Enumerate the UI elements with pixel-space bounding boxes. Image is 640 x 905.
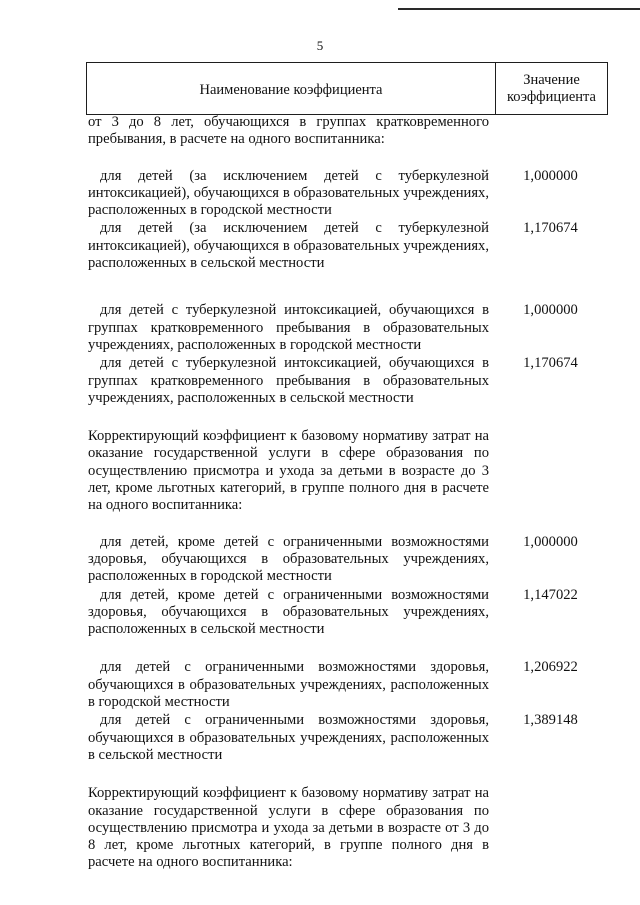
table-row	[88, 168, 608, 220]
table-row	[88, 114, 608, 149]
top-rule	[398, 8, 640, 10]
row-value: 1,170674	[523, 355, 578, 372]
row-text: от 3 до 8 лет, обучающихся в группах кратковременного пребывания, в расчете на одного воспитанника:	[88, 114, 489, 148]
coefficient-table-body	[88, 114, 608, 872]
row-text: для детей, кроме детей с ограниченными возможностями здоровья, обучающихся в образовательных учреждениях, расположенных в сельской местности	[88, 586, 489, 638]
table-header	[86, 62, 608, 115]
header-name-column: Наименование коэффициента	[87, 63, 496, 114]
row-text: для детей с туберкулезной интоксикацией, обучающихся в группах кратковременного пребывания в образовательных учреждениях, расположенных в сельской местности	[88, 355, 489, 406]
row-value: 1,206922	[523, 659, 578, 676]
table-row	[88, 302, 608, 354]
page-number: 5	[316, 38, 324, 53]
table-row	[88, 355, 608, 407]
row-text: для детей с туберкулезной интоксикацией, обучающихся в группах кратковременного пребывания в образовательных учреждениях, расположенных в городской местности	[88, 302, 489, 353]
header-value-line2: коэффициента	[506, 88, 596, 105]
row-text: для детей (за исключением детей с туберкулезной интоксикацией), обучающихся в образовательных учреждениях, расположенных в городской местности	[88, 167, 489, 219]
header-value-line1: Значение	[523, 71, 580, 88]
row-value: 1,147022	[523, 586, 578, 603]
row-value: 1,000000	[523, 167, 578, 184]
table-row	[88, 785, 608, 871]
row-text: для детей с ограниченными возможностями здоровья, обучающихся в образовательных учреждениях, расположенных в городской местности	[88, 659, 489, 711]
table-row	[88, 587, 608, 639]
row-text: для детей, кроме детей с ограниченными возможностями здоровья, обучающихся в образовательных учреждениях, расположенных в городской местности	[88, 533, 489, 585]
table-row	[88, 659, 608, 711]
row-value: 1,000000	[523, 302, 578, 319]
row-text: для детей (за исключением детей с туберкулезной интоксикацией), обучающихся в образовательных учреждениях, расположенных в сельской местности	[88, 220, 489, 272]
table-row	[88, 712, 608, 764]
row-value: 1,170674	[523, 220, 578, 237]
row-value: 1,000000	[523, 533, 578, 550]
row-text: Корректирующий коэффициент к базовому нормативу затрат на оказание государственной услуги в сфере образования по осуществлению присмотра и ухода за детьми в возрасте от 3 до 8 лет, кроме льготных категорий, в группе полного дня в расчете на одного воспитанника:	[88, 785, 489, 871]
row-text: Корректирующий коэффициент к базовому нормативу затрат на оказание государственной услуги в сфере образования по осуществлению присмотра и ухода за детьми в возрасте до 3 лет, кроме льготных категорий, в группе полного дня в расчете на одного воспитанника:	[88, 428, 489, 514]
table-row	[88, 220, 608, 272]
table-row	[88, 534, 608, 586]
row-text: для детей с ограниченными возможностями здоровья, обучающихся в образовательных учреждениях, расположенных в сельской местности	[88, 712, 489, 763]
header-value-column	[496, 63, 607, 114]
table-row	[88, 428, 608, 514]
row-value: 1,389148	[523, 712, 578, 729]
